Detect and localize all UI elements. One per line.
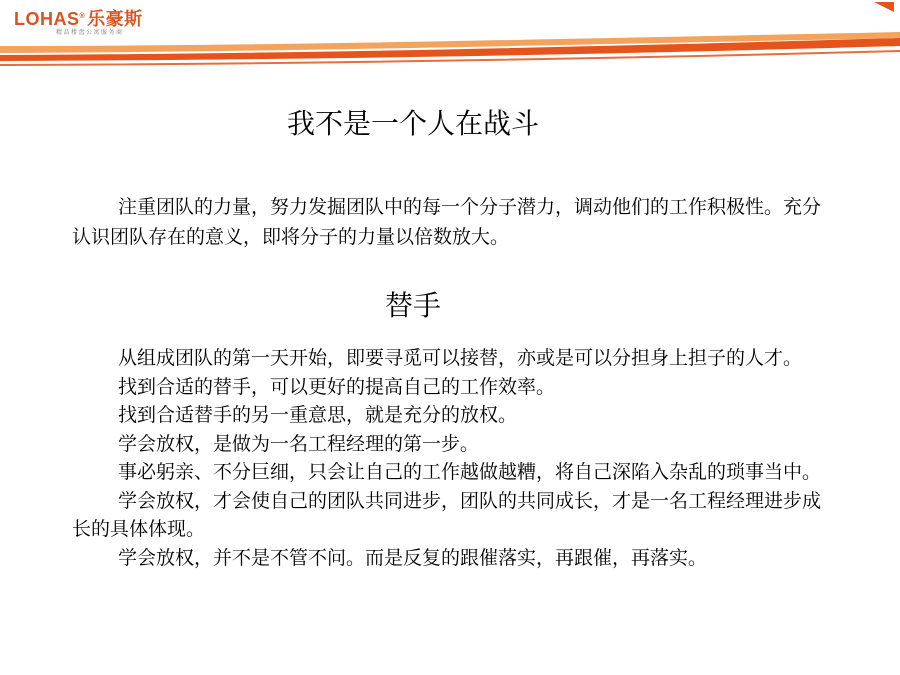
- corner-triangle-icon: [874, 2, 894, 12]
- body-paragraph: 找到合适替手的另一重意思，就是充分的放权。: [118, 404, 518, 426]
- body-paragraph: 学会放权，并不是不管不问。而是反复的跟催落实，再跟催，再落实。: [118, 546, 708, 569]
- body-paragraph: 找到合适的替手，可以更好的提高自己的工作效率。: [118, 375, 556, 398]
- slide-header: [0, 0, 900, 70]
- logo-tagline: 精品楼盘公寓服务商: [56, 29, 124, 36]
- section-title: 替手: [384, 289, 441, 322]
- page-title: 我不是一个人在战斗: [286, 107, 539, 140]
- logo-brand-en: LOHAS: [14, 9, 80, 29]
- body-paragraph: 事必躬亲、不分巨细，只会让自己的工作越做越糟，将自己深陷入杂乱的琐事当中。: [118, 461, 822, 483]
- logo-reg-mark: ®: [79, 13, 86, 20]
- body-paragraph: 学会放权，是做为一名工程经理的第一步。: [118, 432, 480, 455]
- body-paragraph: 从组成团队的第一天开始，即要寻觅可以接替，亦或是可以分担身上担子的人才。: [118, 347, 803, 369]
- brand-logo: [14, 7, 143, 37]
- intro-paragraph: 注重团队的力量，努力发掘团队中的每一个分子潜力，调动他们的工作积极性。充分认识团队存在的意义，即将分子的力量以倍数放大。: [72, 196, 822, 248]
- logo-brand-cn: 乐豪斯: [87, 9, 143, 29]
- section-body: [72, 344, 832, 572]
- body-paragraph: 学会放权，才会使自己的团队共同进步，团队的共同成长，才是一名工程经理进步成长的具体体现。: [72, 489, 822, 540]
